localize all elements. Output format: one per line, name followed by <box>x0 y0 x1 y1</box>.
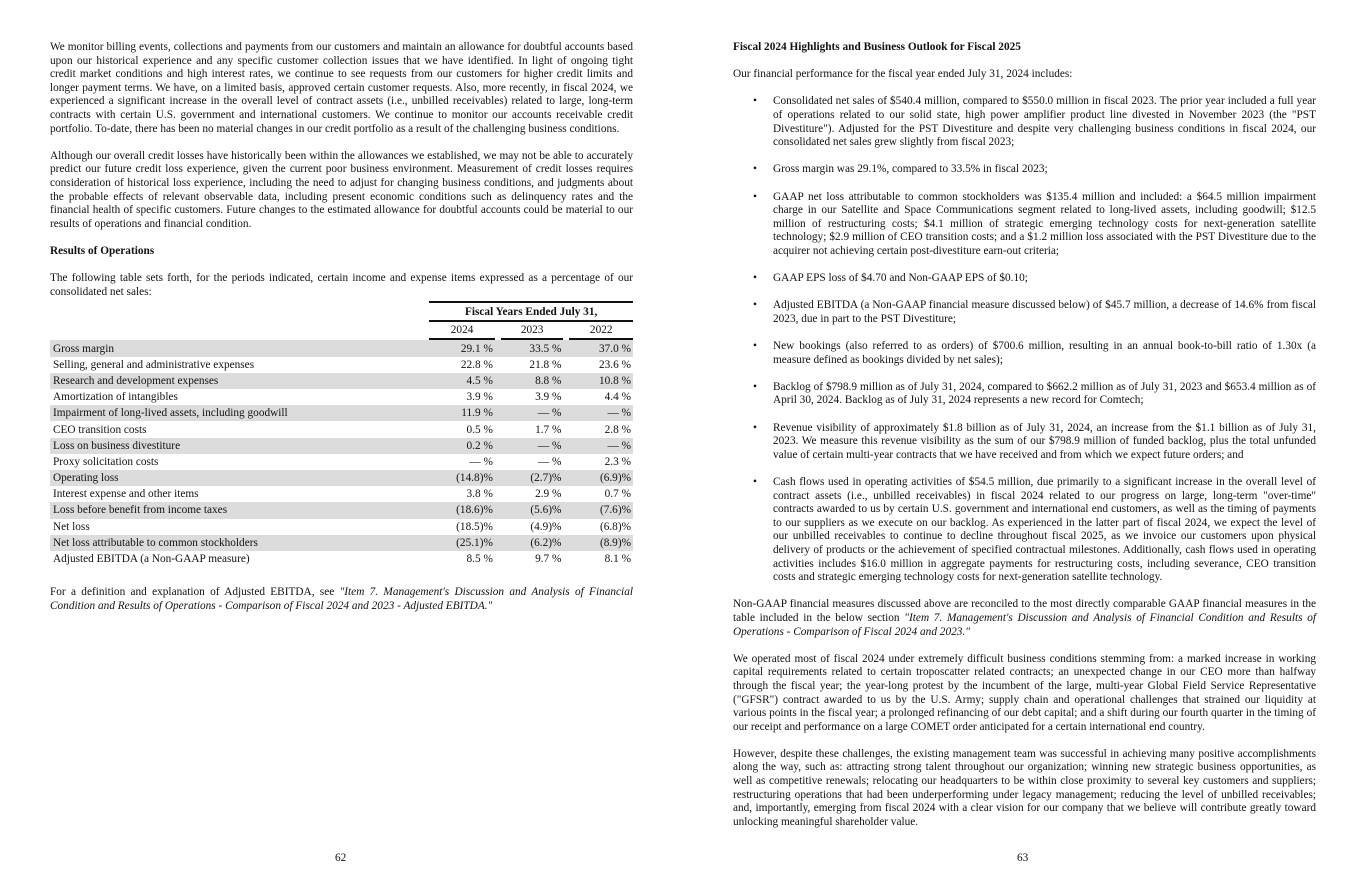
row-value: (8.9)% <box>569 535 633 551</box>
footnote-reference: "Item 7. Management's Discussion and Analysis of Financial Condition and Results of Operations - Comparison of Fiscal 2024 and 2023 - Adjusted EBITDA." <box>50 586 633 612</box>
bullet-icon: • <box>753 163 757 176</box>
highlight-text: Backlog of $798.9 million as of July 31, 2024, compared to $662.2 million as of July 31, 2023 and $653.4 million as of April 30, 2024. Backlog as of July 31, 2024 represents a new record for Comtech; <box>773 380 1316 407</box>
bullet-icon: • <box>753 190 757 203</box>
row-label: Selling, general and administrative expenses <box>53 358 255 371</box>
bullet-icon: • <box>753 340 757 353</box>
row-value: 8.5 % <box>466 553 493 565</box>
table-row <box>50 357 633 373</box>
bullet-icon: • <box>753 380 757 393</box>
bullet-icon: • <box>753 476 757 488</box>
conditions-paragraph: We operated most of fiscal 2024 under extremely difficult business conditions stemming from: a marked increase in working capital requirements related to certain troposcatter related contracts; an unexpected change in our CEO more than halfway through the fiscal year; the year-long protest by the incumbent of the large, multi-year Global Field Service Representative ("GFSR") contract awarded to us by the U.S. Army; supply chain and operational challenges that strained our liquidity at various points in the fiscal year; a prolonged refinancing of our debt capital; and a shift during our fourth quarter in the timing of our receipt and performance on a large COMET order anticipated for a certain international end country. <box>733 652 1316 733</box>
row-label: CEO transition costs <box>53 423 147 436</box>
results-table <box>50 301 633 567</box>
row-value: 29.1 % <box>429 340 495 356</box>
row-value: 9.7 % <box>535 553 562 565</box>
highlight-item <box>733 299 1316 326</box>
highlight-text: Consolidated net sales of $540.4 million, compared to $550.0 million in fiscal 2023. The prior year included a full year of operations related to our solid state, high power amplifier product line divested in November 2023 (the "PST Divestiture"). Adjusted for the PST Divestiture and despite very challenging business conditions in fiscal 2024, our consolidated net sales grew slightly from fiscal 2023; <box>773 95 1316 149</box>
bullet-icon: • <box>753 272 757 285</box>
row-value: 2.9 % <box>535 488 562 501</box>
footnote-text: For a definition and explanation of Adjusted EBITDA, see <box>50 586 340 599</box>
bullet-icon: • <box>753 421 757 434</box>
highlight-text: Cash flows used in operating activities of $54.5 million, due primarily to a significant increase in the overall level of contract assets (i.e., unbilled receivables) in fiscal 2024 related to our progress on large, long-term "over-time" contracts awarded to us by certain U.S. government and international end customers, as well as the timing of payments to our suppliers as we execute on our backlog. As experienced in the latter part of fiscal 2024, we expect the level of our unbilled receivables to continue to decline throughout fiscal 2025, as we invoice our customers upon physical delivery of products or the achievement of specified contractual milestones. Additionally, cash flows used in operating activities includes $16.0 million in aggregate payments for restructuring costs, including severance, CEO transition costs and strategic emerging technology costs for next-generation satellite technology. <box>773 476 1316 584</box>
row-label: Net loss <box>53 520 90 533</box>
row-value: 3.8 % <box>466 488 493 501</box>
bullet-icon: • <box>753 95 757 108</box>
table-row <box>50 454 633 470</box>
highlight-text: GAAP net loss attributable to common stockholders was $135.4 million and included: a $64.5 million impairment charge in our Satellite and Space Communications segment related to long-lived assets, including goodwill; $12.5 million of restructuring costs; $4.1 million of strategic emerging technology costs for next-generation satellite technology; $2.9 million of CEO transition costs; and a $1.2 million loss associated with the PST Divestiture due to the acquirer not achieving certain post-divestiture earn-out criteria; <box>773 190 1316 257</box>
left-page <box>50 41 633 627</box>
row-value: 33.5 % <box>501 340 564 356</box>
row-value: (14.8)% <box>429 470 495 486</box>
highlight-item <box>733 476 1316 585</box>
row-value: 2.8 % <box>604 423 631 436</box>
row-label: Operating loss <box>50 470 429 486</box>
highlight-text: Revenue visibility of approximately $1.8 billion as of July 31, 2024, an increase from the $1.1 billion as of July 31, 2023. We measure this revenue visibility as the sum of our $798.9 million of funded backlog, plus the total unfunded value of certain multi-year contracts that we have received and from which we expect future orders; and <box>773 421 1316 461</box>
row-value: 0.5 % <box>466 423 493 436</box>
row-label: Proxy solicitation costs <box>53 455 159 468</box>
row-value: (6.2)% <box>501 535 564 551</box>
table-row <box>50 551 633 567</box>
highlights-list <box>733 95 1316 584</box>
row-label: Adjusted EBITDA (a Non-GAAP measure) <box>53 553 250 565</box>
table-intro: The following table sets forth, for the periods indicated, certain income and expense items expressed as a percentage of our consolidated net sales: <box>50 272 633 298</box>
table-row <box>50 373 633 389</box>
table-row <box>50 389 633 405</box>
highlight-item <box>733 340 1316 367</box>
table-row <box>50 470 633 486</box>
accomplishments-paragraph: However, despite these challenges, the existing management team was successful in achieving many positive accomplishments along the way, such as: attracting strong talent throughout our organization; winning new strategic business opportunities, as well as competitive renewals; relocating our headquarters to be within close proximity to several key customers and suppliers; restructuring operations that had been underperforming under legacy management; reducing the level of unbilled receivables; and, importantly, emerging from fiscal 2024 with a clear vision for our company that we believe will contribute greatly toward unlocking meaningful shareholder value. <box>733 747 1316 828</box>
row-value: — % <box>569 405 633 421</box>
highlight-text: New bookings (also referred to as orders) of $700.6 million, resulting in an annual book-to-bill ratio of 1.30x (a measure defined as bookings divided by net sales); <box>773 340 1316 366</box>
highlight-item <box>733 95 1316 149</box>
row-label: Loss on business divestiture <box>50 438 429 454</box>
table-row <box>50 421 633 437</box>
ebitda-footnote <box>50 586 633 613</box>
row-value: 2.3 % <box>604 455 631 468</box>
highlights-heading: Fiscal 2024 Highlights and Business Outlook for Fiscal 2025 <box>733 41 1021 53</box>
row-value: 1.7 % <box>535 423 562 436</box>
row-label: Amortization of intangibles <box>53 391 178 404</box>
row-value: (18.5)% <box>456 520 493 533</box>
highlight-text: GAAP EPS loss of $4.70 and Non-GAAP EPS of $0.10; <box>773 272 1028 285</box>
row-value: 8.1 % <box>604 553 631 565</box>
row-value: (25.1)% <box>429 535 495 551</box>
table-row <box>50 519 633 535</box>
row-value: 4.5 % <box>429 373 495 389</box>
row-value: 4.4 % <box>604 391 631 404</box>
table-row <box>50 340 633 356</box>
year-header: 2023 <box>501 322 564 340</box>
row-value: — % <box>501 405 564 421</box>
row-value: 3.9 % <box>535 391 562 404</box>
credit-loss-paragraph: Although our overall credit losses have historically been within the allowances we established, we may not be able to accurately predict our future credit loss experience, given the current poor business environment. Measurement of credit losses requires consideration of historical loss experience, including the need to adjust for changing business conditions, and judgments about the probable effects of relevant observable data, including present economic conditions such as delinquency rates and the financial health of specific customers. Future changes to the estimated allowance for doubtful accounts could be material to our results of operations and financial condition. <box>50 149 633 230</box>
year-header: 2024 <box>429 322 495 340</box>
highlight-item <box>733 163 1316 177</box>
row-value: (2.7)% <box>501 470 564 486</box>
row-value: 8.8 % <box>501 373 564 389</box>
highlight-text: Adjusted EBITDA (a Non-GAAP financial measure discussed below) of $45.7 million, a decrease of 14.6% from fiscal 2023, due in part to the PST Divestiture; <box>773 299 1316 325</box>
highlight-item <box>733 381 1316 408</box>
highlight-item <box>733 422 1316 463</box>
page-number-left: 62 <box>335 852 347 864</box>
highlight-item <box>733 272 1316 286</box>
row-value: — % <box>537 455 562 468</box>
table-group-header: Fiscal Years Ended July 31, <box>429 301 633 322</box>
table-row <box>50 438 633 454</box>
highlights-intro: Our financial performance for the fiscal year ended July 31, 2024 includes: <box>733 68 1073 81</box>
page-number-right: 63 <box>1017 852 1029 864</box>
table-row <box>50 535 633 551</box>
nongaap-text: Non-GAAP financial measures discussed above are reconciled to the most directly comparable GAAP financial measures in the table included in the below section <box>733 598 1316 624</box>
row-value: — % <box>501 438 564 454</box>
right-page <box>733 41 1316 843</box>
row-label: Interest expense and other items <box>53 488 199 501</box>
table-row <box>50 502 633 518</box>
row-value: 10.8 % <box>569 373 633 389</box>
row-label: Gross margin <box>50 340 429 356</box>
row-value: 23.6 % <box>598 358 631 371</box>
table-row <box>50 405 633 421</box>
row-value: 3.9 % <box>466 391 493 404</box>
row-value: 37.0 % <box>569 340 633 356</box>
row-value: (6.9)% <box>569 470 633 486</box>
row-value: (5.6)% <box>501 502 564 518</box>
row-value: 22.8 % <box>460 358 493 371</box>
row-value: 0.2 % <box>429 438 495 454</box>
year-header: 2022 <box>569 322 633 340</box>
row-value: — % <box>469 455 493 468</box>
row-value: 21.8 % <box>529 358 562 371</box>
bullet-icon: • <box>753 299 757 312</box>
row-value: (4.9)% <box>530 520 562 533</box>
highlight-item <box>733 191 1316 259</box>
table-row <box>50 486 633 502</box>
row-value: (7.6)% <box>569 502 633 518</box>
row-label: Research and development expenses <box>50 373 429 389</box>
row-value: 11.9 % <box>429 405 495 421</box>
highlight-text: Gross margin was 29.1%, compared to 33.5% in fiscal 2023; <box>773 163 1048 176</box>
row-value: 0.7 % <box>604 488 631 501</box>
nongaap-reference: "Item 7. Management's Discussion and Analysis of Financial Condition and Results of Operations - Comparison of Fiscal 2024 and 2023." <box>733 611 1316 638</box>
row-label: Loss before benefit from income taxes <box>50 502 429 518</box>
nongaap-paragraph <box>733 598 1316 639</box>
row-label: Net loss attributable to common stockholders <box>50 535 429 551</box>
allowance-paragraph: We monitor billing events, collections and payments from our customers and maintain an allowance for doubtful accounts based upon our historical experience and any specific customer collection issues that we have identified. In light of ongoing tight credit market conditions and high interest rates, we continue to see requests from our customers for higher credit limits and longer payment terms. We have, on a limited basis, approved certain customer requests. Also, more recently, in fiscal 2024, we experienced a significant increase in the overall level of contract assets (i.e., unbilled receivables) related to large, long-term contracts with certain U.S. government and international customers. We continue to monitor our accounts receivable credit portfolio. To-date, there has been no material changes in our credit portfolio as a result of the challenging business conditions. <box>50 41 633 135</box>
row-label: Impairment of long-lived assets, including goodwill <box>50 405 429 421</box>
row-value: — % <box>569 438 633 454</box>
row-value: (18.6)% <box>429 502 495 518</box>
row-value: (6.8)% <box>599 520 631 533</box>
section-heading: Results of Operations <box>50 244 155 257</box>
